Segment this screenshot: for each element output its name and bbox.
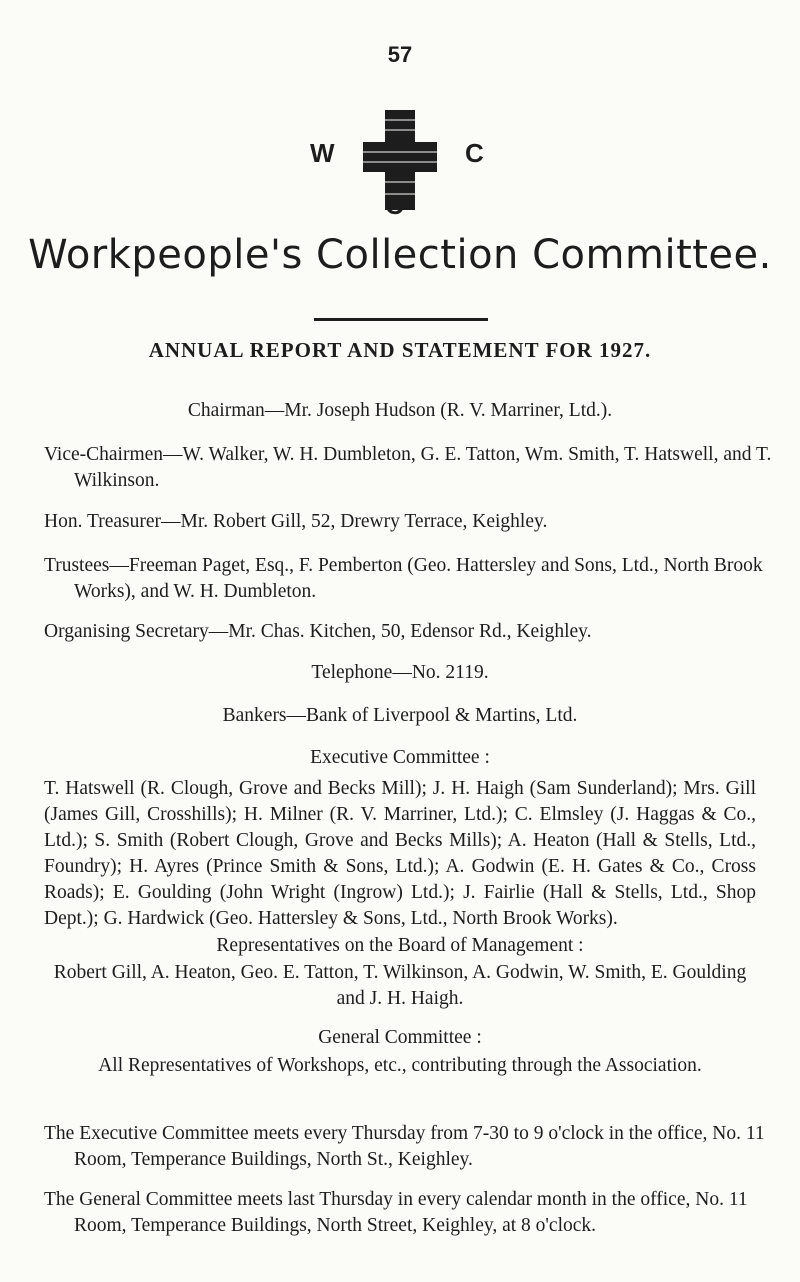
bankers-line: Bankers—Bank of Liverpool & Martins, Ltd. — [222, 705, 578, 726]
vice-chairmen-line: Vice-Chairmen—W. Walker, W. H. Dumbleton, G. E. Tatton, Wm. Smith, T. Hatswell, and T. Wilkinson. — [44, 444, 772, 491]
executive-meeting-notice: The Executive Committee meets every Thursday from 7-30 to 9 o'clock in the office, No. 11 Room, Temperance Buildings, North St., Keighley. — [44, 1123, 765, 1170]
page-number: 57 — [387, 42, 413, 67]
logo-letter-w: W — [310, 138, 335, 168]
wcc-logo — [0, 92, 800, 222]
representatives-members: Robert Gill, A. Heaton, Geo. E. Tatton, T. Wilkinson, A. Godwin, W. Smith, E. Goulding and J. H. Haigh. — [53, 962, 747, 1009]
executive-members: T. Hatswell (R. Clough, Grove and Becks Mill); J. H. Haigh (Sam Sunderland); Mrs. Gill (James Gill, Crosshills); H. Milner (R. V. Marriner, Ltd.); C. Elmsley (J. Haggas & Co., Ltd.); S. Smith (Robert Clough, Grove and Becks Mills); A. Heaton (Hall & Stells, Ltd., Foundry); H. Ayres (Prince Smith & Sons, Ltd.); A. Godwin (E. H. Gates & Co., Cross Roads); E. Goulding (John Wright (Ingrow) Ltd.); J. Fairlie (Hall & Stells, Ltd., Shop Dept.); G. Hardwick (Geo. Hattersley & Sons, Ltd., North Brook Works). — [44, 778, 756, 929]
general-meeting-notice: The General Committee meets last Thursday in every calendar month in the office, No. 11 Room, Temperance Buildings, North Street, Keighley, at 8 o'clock. — [44, 1189, 748, 1236]
trustees-line: Trustees—Freeman Paget, Esq., F. Pemberton (Geo. Hattersley and Sons, Ltd., North Brook Works), and W. H. Dumbleton. — [44, 555, 763, 602]
secretary-line: Organising Secretary—Mr. Chas. Kitchen, 50, Edensor Rd., Keighley. — [44, 621, 592, 642]
executive-heading: Executive Committee : — [310, 747, 490, 768]
treasurer-line: Hon. Treasurer—Mr. Robert Gill, 52, Drewry Terrace, Keighley. — [44, 511, 548, 532]
logo-letter-c-bottom: C — [385, 190, 404, 220]
divider — [314, 318, 488, 321]
general-heading: General Committee : — [318, 1027, 482, 1048]
general-members: All Representatives of Workshops, etc., contributing through the Association. — [98, 1055, 702, 1076]
logo-letter-c: C — [465, 138, 484, 168]
report-heading: ANNUAL REPORT AND STATEMENT FOR 1927. — [148, 338, 652, 362]
committee-title: Workpeople's Collection Committee. — [28, 232, 772, 278]
chairman-line: Chairman—Mr. Joseph Hudson (R. V. Marriner, Ltd.). — [187, 400, 613, 421]
telephone-line: Telephone—No. 2119. — [311, 662, 489, 683]
representatives-heading: Representatives on the Board of Management : — [216, 935, 584, 956]
